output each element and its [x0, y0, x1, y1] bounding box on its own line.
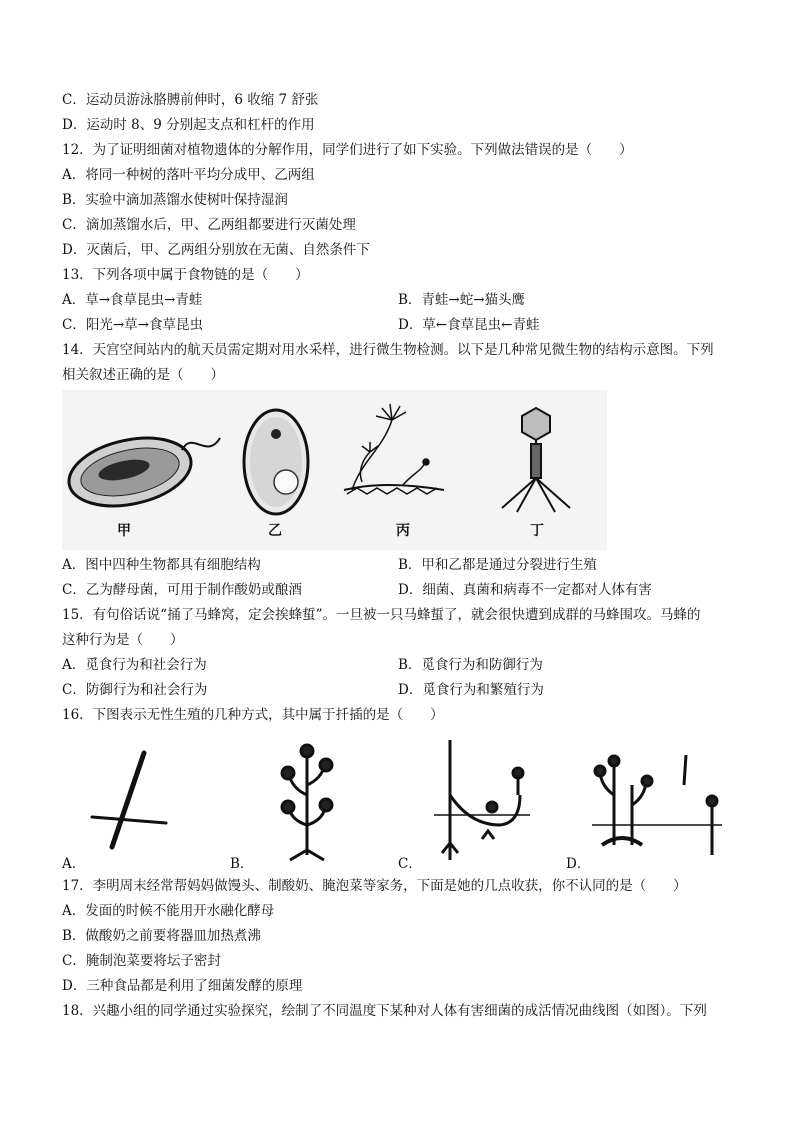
caption-yi: 乙	[268, 523, 282, 539]
q11-option-d: D．运动时 8、9 分别起支点和杠杆的作用	[62, 117, 315, 133]
q13-option-d: D．草←食草昆虫←青蛙	[398, 317, 540, 333]
caption-bing: 丙	[396, 523, 410, 539]
q13-stem: 13．下列各项中属于食物链的是（ ）	[62, 267, 309, 283]
q17-option-d: D．三种食品都是利用了细菌发酵的原理	[62, 978, 303, 994]
q15-stem-line1: 15．有句俗话说“捅了马蜂窝，定会挨蜂蜇”。一旦被一只马蜂蜇了，就会很快遭到成群的马蜂围攻。马蜂的	[62, 607, 701, 623]
q14-stem-line1: 14．天宫空间站内的航天员需定期对用水采样，进行微生物检测。以下是几种常见微生物的结构示意图。下列	[62, 342, 714, 358]
q16-label-b: B．	[230, 856, 254, 872]
q14-option-d: D．细菌、真菌和病毒不一定都对人体有害	[398, 582, 652, 598]
cutting-illustration	[92, 753, 166, 847]
yeast-illustration	[244, 410, 308, 514]
q12-stem: 12．为了证明细菌对植物遗体的分解作用，同学们进行了如下实验。下列做法错误的是（ ）	[62, 142, 633, 158]
q15-option-a: A．觅食行为和社会行为	[62, 657, 207, 673]
q17-option-c: C．腌制泡菜要将坛子密封	[62, 953, 221, 969]
q14-option-a: A．图中四种生物都具有细胞结构	[62, 557, 261, 573]
reproduction-figure	[62, 735, 732, 865]
q15-option-d: D．觅食行为和繁殖行为	[398, 682, 544, 698]
q16-stem: 16．下图表示无性生殖的几种方式，其中属于扦插的是（ ）	[62, 707, 444, 723]
division-illustration	[592, 755, 722, 855]
q16-label-a: A．	[62, 856, 86, 872]
q11-option-c: C．运动员游泳胳膊前伸时，6 收缩 7 舒张	[62, 92, 319, 108]
caption-jia: 甲	[117, 523, 131, 539]
q13-option-b: B．青蛙→蛇→猫头鹰	[398, 292, 526, 308]
q12-option-b: B．实验中滴加蒸馏水使树叶保持湿润	[62, 192, 288, 208]
q12-option-a: A．将同一种树的落叶平均分成甲、乙两组	[62, 167, 315, 183]
q17-option-a: A．发面的时候不能用开水融化酵母	[62, 903, 275, 919]
q15-option-c: C．防御行为和社会行为	[62, 682, 208, 698]
caption-ding: 丁	[530, 523, 544, 539]
q16-label-d: D．	[566, 856, 591, 872]
q14-option-c: C．乙为酵母菌，可用于制作酸奶或酿酒	[62, 582, 302, 598]
q15-option-b: B．觅食行为和防御行为	[398, 657, 543, 673]
q13-option-c: C．阳光→草→食草昆虫	[62, 317, 203, 333]
q16-label-c: C．	[398, 856, 422, 872]
q17-option-b: B．做酸奶之前要将器皿加热煮沸	[62, 928, 261, 944]
q14-option-b: B．甲和乙都是通过分裂进行生殖	[398, 557, 597, 573]
q17-stem: 17．李明周末经常帮妈妈做馒头、制酸奶、腌泡菜等家务，下面是她的几点收获，你不认同的是（ ）	[62, 878, 687, 894]
layering-illustration	[434, 740, 530, 860]
q14-stem-line2: 相关叙述正确的是（ ）	[62, 367, 224, 383]
microbe-figure	[62, 390, 607, 550]
q18-stem: 18．兴趣小组的同学通过实验探究，绘制了不同温度下某种对人体有害细菌的成活情况曲线图（如图）。下列	[62, 1003, 707, 1019]
q13-option-a: A．草→食草昆虫→青蛙	[62, 292, 203, 308]
q15-stem-line2: 这种行为是（ ）	[62, 632, 184, 648]
grafting-illustration	[282, 745, 332, 860]
q12-option-d: D．灭菌后，甲、乙两组分别放在无菌、自然条件下	[62, 242, 370, 258]
q12-option-c: C．滴加蒸馏水后，甲、乙两组都要进行灭菌处理	[62, 217, 356, 233]
